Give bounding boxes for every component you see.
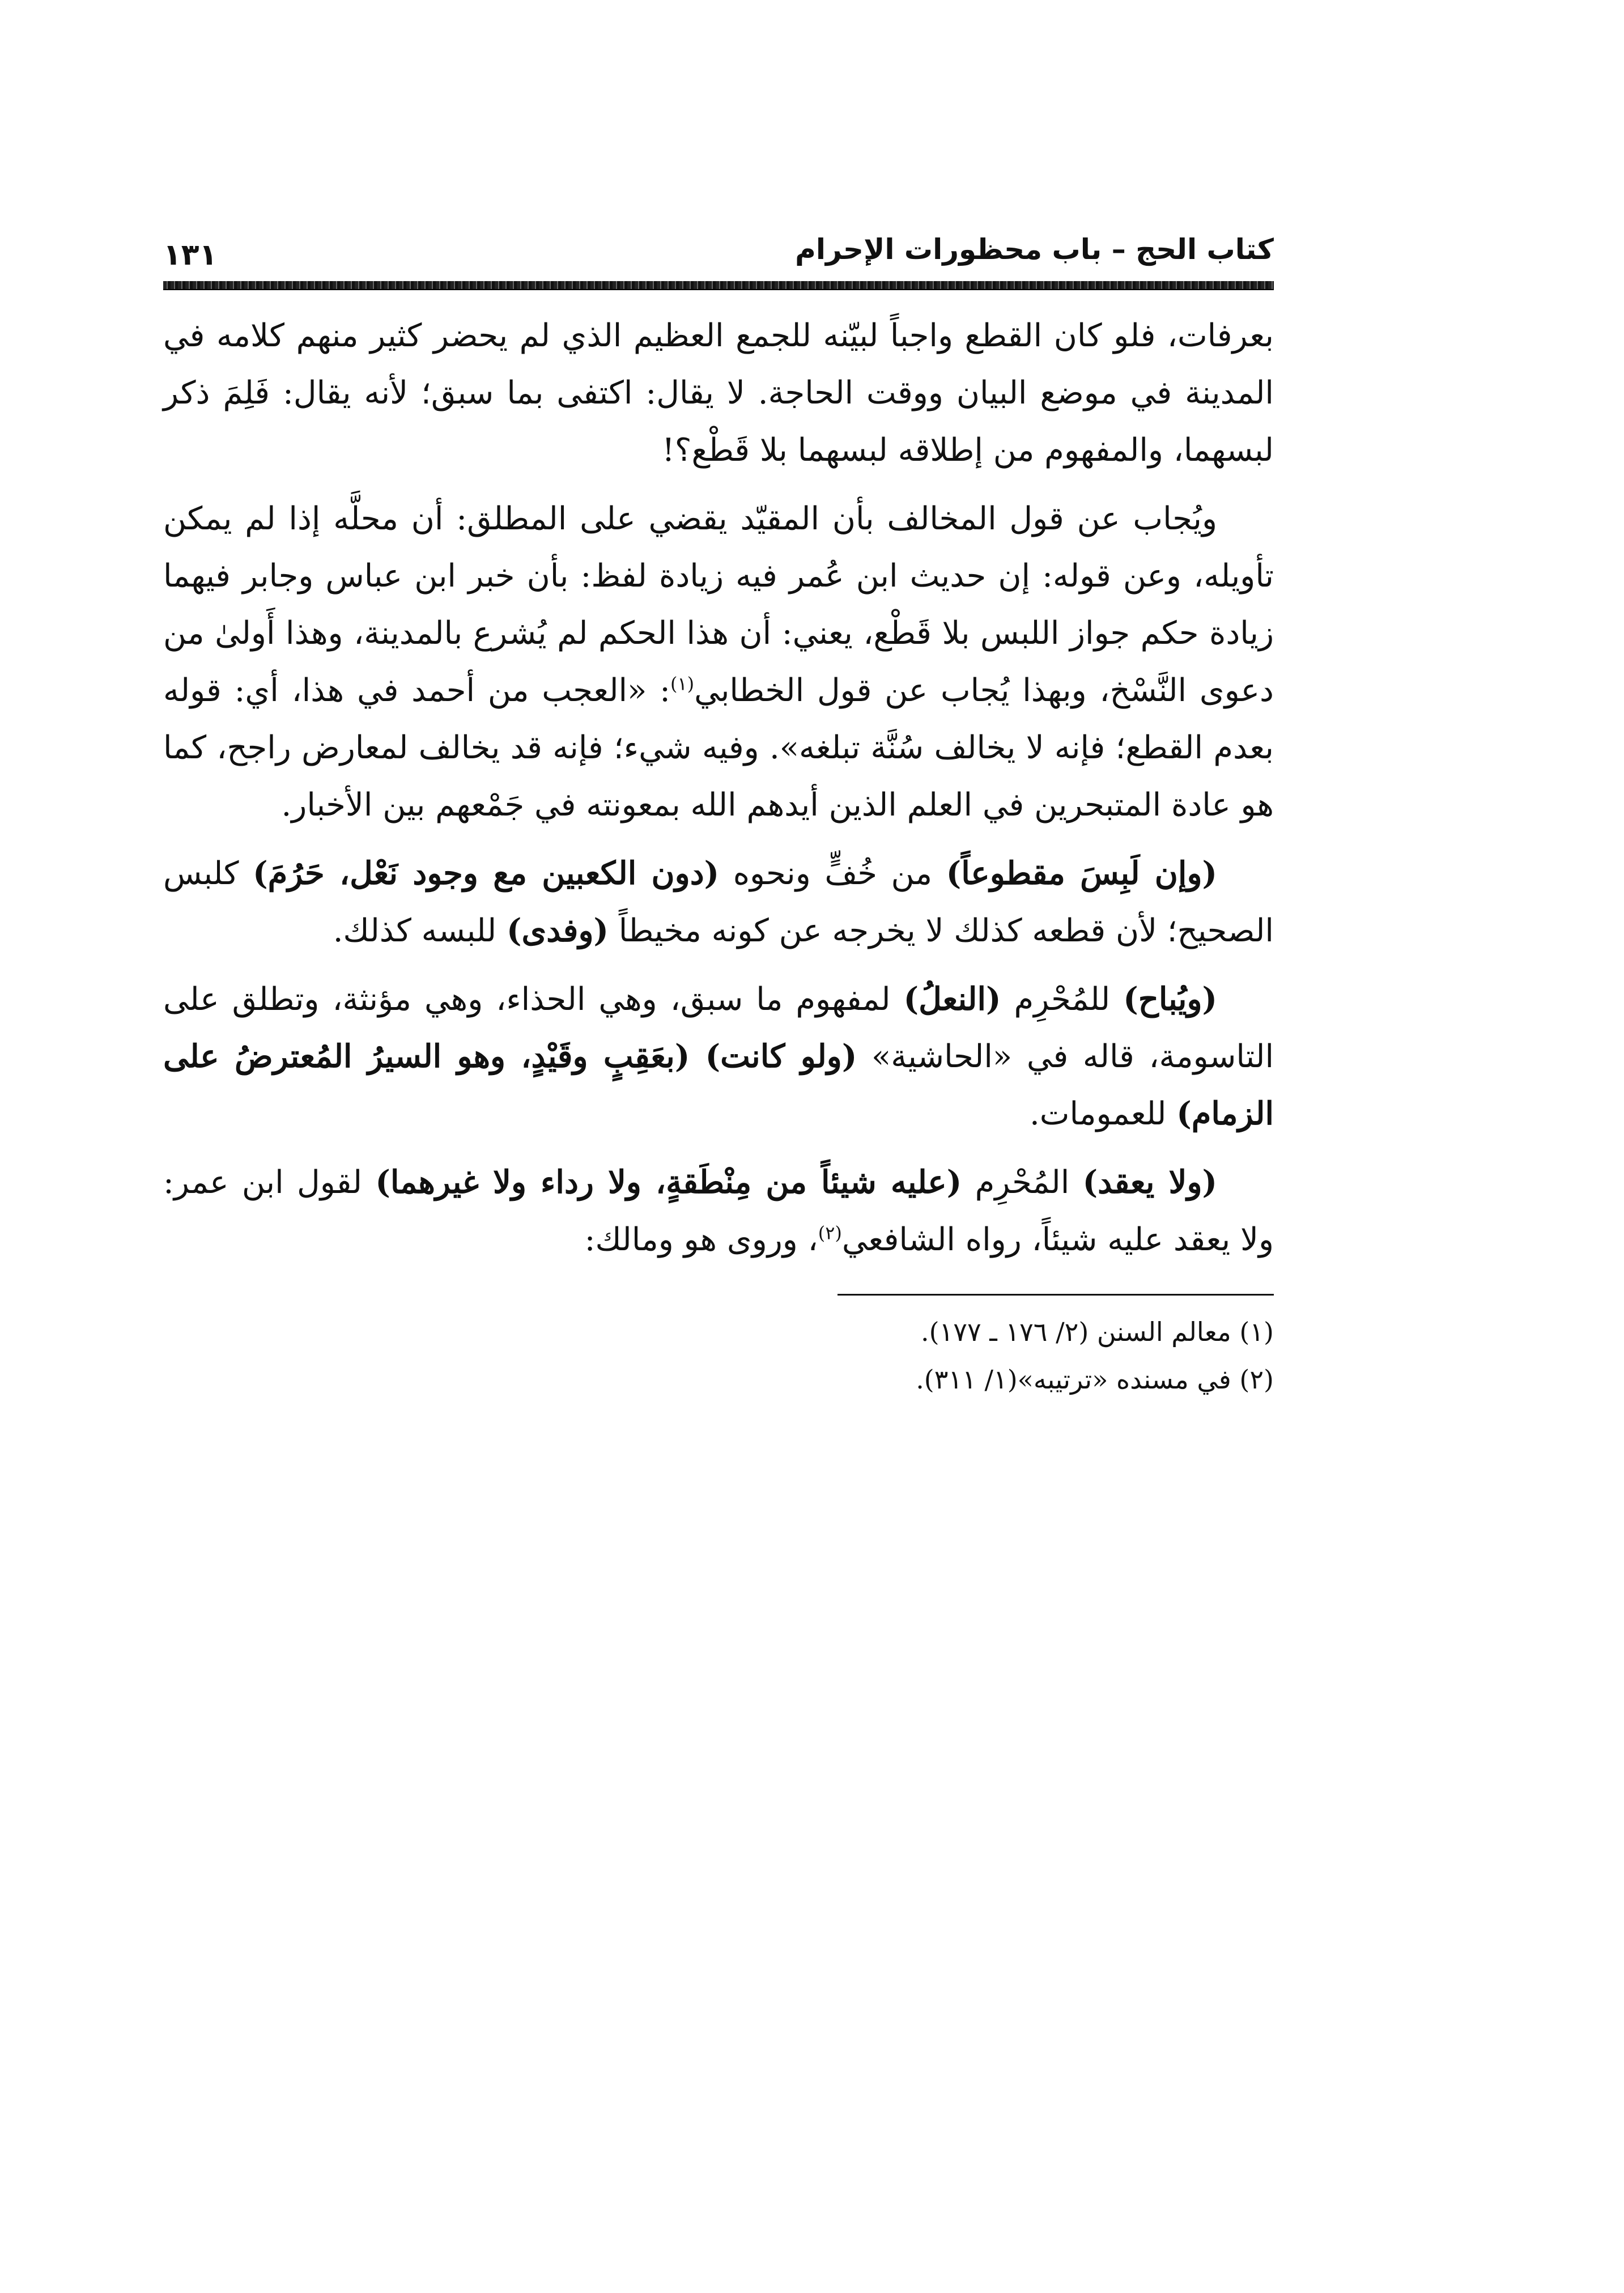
footnote-ref-1: (١) — [670, 673, 695, 695]
paragraph-2-text-b: : «العجب من أحمد في هذا، أي: قوله بعدم القطع؛ فإنه لا يخالف سُنَّة تبلغه». وفيه شيء؛ فإنه قد يخالف لمعارض راجح، كما هو عادة المتبحرين في العلم الذين أيدهم الله بمعونته في جَمْعهم بين الأخبار. — [163, 672, 1274, 823]
footnote-separator — [837, 1294, 1274, 1296]
paragraph-3 — [163, 845, 1274, 959]
sharh-text: ، وروى هو ومالك: — [584, 1221, 818, 1258]
book-page — [163, 227, 1274, 1403]
running-head — [163, 227, 1274, 281]
running-head-title: كتاب الحج – باب محظورات الإحرام — [795, 233, 1274, 266]
sharh-text: للبسه كذلك. — [333, 912, 507, 949]
paragraph-1-text: بعرفات، فلو كان القطع واجباً لبيّنه للجمع العظيم الذي لم يحضر كثير منهم كلامه في المدينة في موضع البيان ووقت الحاجة. لا يقال: اكتفى بما سبق؛ لأنه يقال: فَلِمَ ذكر لبسهما، والمفهوم من إطلاقه لبسهما بلا قَطْع؟! — [163, 317, 1274, 469]
matn-phrase: (عليه شيئاً من مِنْطَقةٍ، ولا رداء ولا غيرهما) — [375, 1164, 962, 1201]
footnotes — [163, 1308, 1274, 1403]
matn-phrase: (النعلُ) — [903, 980, 1001, 1018]
sharh-text: كلبس الصحيح؛ لأن قطعه كذلك لا يخرجه عن كونه مخيطاً — [163, 855, 1274, 949]
footnote-ref-2: (٢) — [818, 1222, 842, 1244]
header-rule — [163, 281, 1274, 290]
matn-phrase: (ويُباح) — [1123, 980, 1217, 1018]
footnote-1: (١) معالم السنن (٢/ ١٧٦ ـ ١٧٧). — [920, 1317, 1274, 1347]
sharh-text: لمفهوم ما سبق، وهي الحذاء، وهي مؤنثة، وتطلق على التاسومة، قاله في «الحاشية» — [163, 981, 1274, 1075]
main-text — [163, 307, 1274, 1268]
page-number: ١٣١ — [163, 238, 218, 272]
matn-phrase: (ولو كانت) (بعَقِبٍ وقَيْدٍ، وهو السيرُ المُعترضُ على الزمام) — [163, 1038, 1274, 1132]
paragraph-2 — [163, 490, 1274, 834]
sharh-text: للعمومات. — [1029, 1095, 1177, 1132]
matn-phrase: (وفدى) — [506, 912, 609, 949]
sharh-text: لقول ابن عمر: ولا يعقد عليه شيئاً، رواه الشافعي — [163, 1164, 1274, 1258]
matn-phrase: (دون الكعبين مع وجود نَعْل، حَرُمَ) — [253, 855, 720, 892]
matn-phrase: (ولا يعقد) — [1082, 1164, 1218, 1201]
sharh-text: المُحْرِم — [962, 1164, 1083, 1201]
paragraph-1 — [163, 307, 1274, 479]
paragraph-4 — [163, 971, 1274, 1143]
matn-phrase: (وإن لَبِسَ مقطوعاً) — [946, 855, 1218, 892]
sharh-text: للمُحْرِم — [1001, 981, 1124, 1018]
paragraph-5 — [163, 1154, 1274, 1268]
paragraph-2-text-a: ويُجاب عن قول المخالف بأن المقيّد يقضي على المطلق: أن محلَّه إذا لم يمكن تأويله، وعن قوله: إن حديث ابن عُمر فيه زيادة لفظ: بأن خبر ابن عباس وجابر فيهما زيادة حكم جواز اللبس بلا قَطْع، يعني: أن هذا الحكم لم يُشرع بالمدينة، وهذا أَولىٰ من دعوى النَّسْخ، وبهذا يُجاب عن قول الخطابي — [163, 500, 1274, 709]
footnote-2: (٢) في مسنده «ترتيبه»(١/ ٣١١). — [916, 1364, 1274, 1395]
sharh-text: من خُفٍّ ونحوه — [719, 855, 946, 892]
